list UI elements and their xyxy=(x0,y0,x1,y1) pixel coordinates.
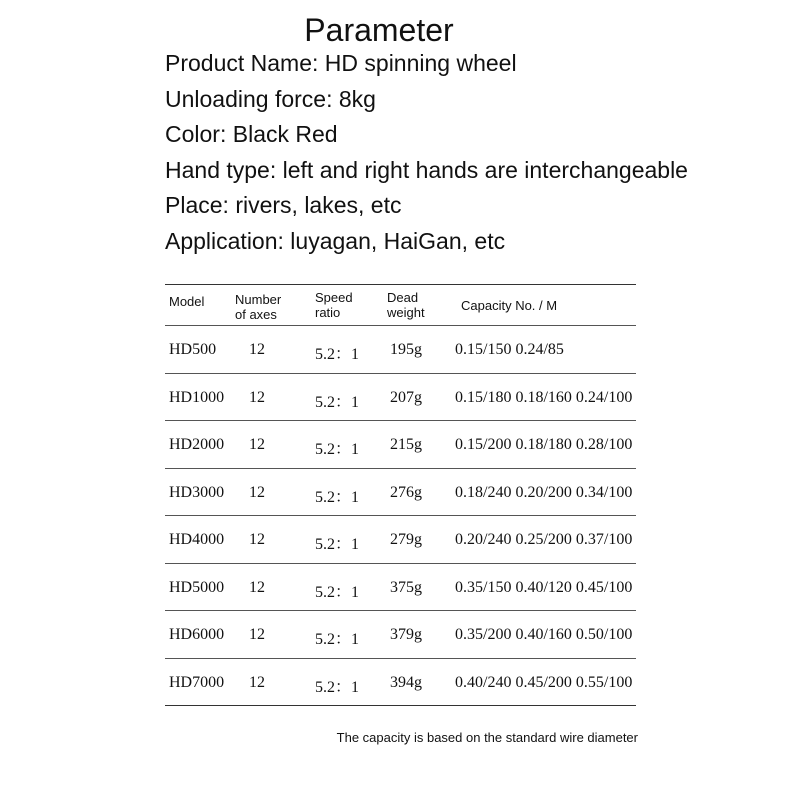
cell-model: HD5000 xyxy=(169,578,225,596)
header-weight-line1: Dead xyxy=(387,290,419,305)
cell-ratio: 5.2：1 xyxy=(315,346,360,363)
cell-model: HD2000 xyxy=(169,436,225,453)
header-model: Model xyxy=(169,294,205,309)
cell-capacity: 0.18/240 0.20/200 0.34/100 xyxy=(455,483,633,501)
spec-hand-type: Hand type: left and right hands are interchangeable xyxy=(165,156,688,183)
cell-capacity: 0.15/200 0.18/180 0.28/100 xyxy=(455,436,633,453)
cell-ratio: 5.2：1 xyxy=(315,583,360,601)
table-row xyxy=(165,373,636,421)
cell-capacity: 0.35/200 0.40/160 0.50/100 xyxy=(455,626,633,643)
cell-axes: 12 xyxy=(249,673,265,691)
spec-unloading-force: Unloading force: 8kg xyxy=(165,85,376,112)
cell-axes: 12 xyxy=(249,388,265,406)
cell-axes: 12 xyxy=(249,626,265,643)
cell-weight: 276g xyxy=(390,483,422,501)
cell-ratio: 5.2：1 xyxy=(315,678,360,696)
header-ratio xyxy=(315,290,353,320)
cell-capacity: 0.15/180 0.18/160 0.24/100 xyxy=(455,388,633,406)
cell-weight: 215g xyxy=(390,436,422,453)
header-axes-line2: of axes xyxy=(235,307,277,322)
cell-weight: 207g xyxy=(390,388,422,406)
table-row xyxy=(165,468,636,516)
header-ratio-line2: ratio xyxy=(315,305,341,320)
cell-ratio: 5.2：1 xyxy=(315,631,360,648)
table-row xyxy=(165,610,636,658)
header-axes-line1: Number xyxy=(235,292,282,307)
spec-application: Application: luyagan, HaiGan, etc xyxy=(165,227,506,254)
header-capacity: Capacity No. / M xyxy=(461,298,558,313)
spec-table xyxy=(165,284,636,706)
table-row xyxy=(165,420,636,468)
table-header xyxy=(165,285,636,325)
cell-weight: 195g xyxy=(390,341,422,358)
table-row xyxy=(165,658,636,707)
cell-ratio: 5.2：1 xyxy=(315,536,360,553)
cell-axes: 12 xyxy=(249,531,265,548)
cell-axes: 12 xyxy=(249,578,265,596)
spec-place: Place: rivers, lakes, etc xyxy=(165,192,402,218)
header-axes xyxy=(235,292,281,322)
spec-color: Color: Black Red xyxy=(165,121,338,147)
cell-axes: 12 xyxy=(249,436,265,453)
table-row xyxy=(165,325,636,373)
spec-list xyxy=(165,46,688,259)
cell-weight: 394g xyxy=(390,673,422,691)
cell-weight: 379g xyxy=(390,626,422,643)
cell-model: HD6000 xyxy=(169,626,225,643)
table-row xyxy=(165,515,636,563)
page-title: Parameter xyxy=(304,12,454,48)
cell-ratio: 5.2：1 xyxy=(315,393,360,411)
cell-weight: 279g xyxy=(390,531,422,548)
table-body xyxy=(165,325,636,706)
cell-ratio: 5.2：1 xyxy=(315,441,360,458)
cell-ratio: 5.2：1 xyxy=(315,488,360,506)
header-ratio-line1: Speed xyxy=(315,290,353,305)
cell-capacity: 0.15/150 0.24/85 xyxy=(455,341,564,358)
spec-product-name: Product Name: HD spinning wheel xyxy=(165,50,517,76)
cell-capacity: 0.40/240 0.45/200 0.55/100 xyxy=(455,673,633,691)
cell-axes: 12 xyxy=(249,341,265,358)
cell-capacity: 0.20/240 0.25/200 0.37/100 xyxy=(455,531,633,548)
header-weight-line2: weight xyxy=(387,305,425,320)
footnote: The capacity is based on the standard wire diameter xyxy=(336,730,638,745)
cell-model: HD4000 xyxy=(169,531,225,548)
cell-capacity: 0.35/150 0.40/120 0.45/100 xyxy=(455,578,633,596)
cell-axes: 12 xyxy=(249,483,265,501)
cell-model: HD3000 xyxy=(169,483,225,501)
cell-model: HD1000 xyxy=(169,388,225,406)
cell-weight: 375g xyxy=(390,578,422,596)
table-row xyxy=(165,563,636,611)
cell-model: HD500 xyxy=(169,341,217,358)
header-weight xyxy=(387,290,425,320)
cell-model: HD7000 xyxy=(169,673,225,691)
